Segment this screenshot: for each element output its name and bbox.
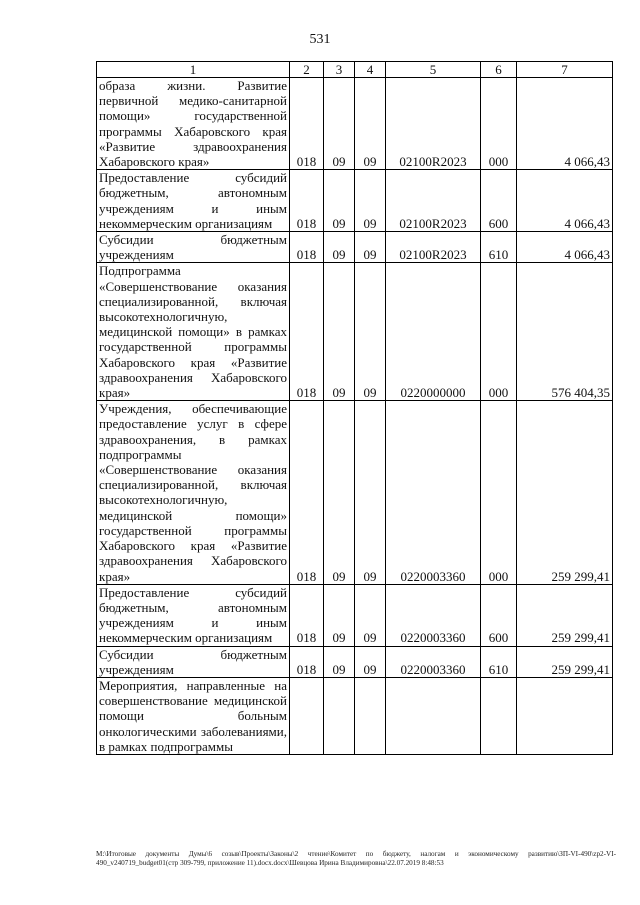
column-header: 6 xyxy=(481,62,517,78)
file-path-footer: М:\Итоговые документы Думы\6 созыв\Проекты\Законы\2 чтение\Комитет по бюджету, налогам и экономическому развитию\ЗП-VI-490\zp2-VI-490_v240719_budget01(стр 309-799, приложение 11).docx.docx\Шевцова Ирина Владимировна\22.07.2019 8:48:53 xyxy=(96,850,616,867)
cell-amount: 4 066,43 xyxy=(517,78,613,170)
cell-target-article: 0220003360 xyxy=(386,401,481,584)
page-number: 531 xyxy=(309,32,331,47)
table-row xyxy=(97,677,613,754)
row-description: Предоставление субсидий бюджетным, автономным учреждениям и иным некоммерческим организациям xyxy=(97,170,290,232)
row-description: Субсидии бюджетным учреждениям xyxy=(97,232,290,263)
table-row xyxy=(97,170,613,232)
table-row xyxy=(97,263,613,401)
cell-subsection: 09 xyxy=(355,78,386,170)
table-row xyxy=(97,401,613,584)
row-description: Предоставление субсидий бюджетным, автономным учреждениям и иным некоммерческим организациям xyxy=(97,584,290,646)
cell-subsection xyxy=(355,677,386,754)
cell-admin-code: 018 xyxy=(290,584,324,646)
cell-target-article: 0220003360 xyxy=(386,584,481,646)
cell-subsection: 09 xyxy=(355,401,386,584)
table-header-row xyxy=(97,62,613,78)
row-description: Подпрограмма «Совершенствование оказания специализированной, включая высокотехнологичную, медицинской помощи» в рамках государственной программы Хабаровского края «Развитие здравоохранения Хабаровского края» xyxy=(97,263,290,401)
cell-expense-type: 610 xyxy=(481,232,517,263)
cell-subsection: 09 xyxy=(355,232,386,263)
row-description: образа жизни. Развитие первичной медико-санитарной помощи» государственной программы Хабаровского края «Развитие здравоохранения Хабаровского края» xyxy=(97,78,290,170)
cell-amount: 259 299,41 xyxy=(517,646,613,677)
cell-section xyxy=(324,677,355,754)
cell-expense-type: 000 xyxy=(481,78,517,170)
cell-section: 09 xyxy=(324,263,355,401)
cell-admin-code: 018 xyxy=(290,646,324,677)
cell-subsection: 09 xyxy=(355,263,386,401)
cell-target-article: 0220003360 xyxy=(386,646,481,677)
cell-section: 09 xyxy=(324,232,355,263)
cell-target-article: 0220000000 xyxy=(386,263,481,401)
cell-amount: 576 404,35 xyxy=(517,263,613,401)
cell-expense-type xyxy=(481,677,517,754)
row-description: Мероприятия, направленные на совершенствование медицинской помощи больным онкологическими заболеваниями, в рамках подпрограммы xyxy=(97,677,290,754)
cell-amount: 4 066,43 xyxy=(517,232,613,263)
table-row xyxy=(97,78,613,170)
cell-admin-code: 018 xyxy=(290,263,324,401)
column-header: 3 xyxy=(324,62,355,78)
cell-expense-type: 600 xyxy=(481,584,517,646)
cell-section: 09 xyxy=(324,78,355,170)
cell-section: 09 xyxy=(324,584,355,646)
cell-target-article: 02100R2023 xyxy=(386,232,481,263)
column-header: 4 xyxy=(355,62,386,78)
row-description: Субсидии бюджетным учреждениям xyxy=(97,646,290,677)
table-row xyxy=(97,232,613,263)
column-header: 5 xyxy=(386,62,481,78)
cell-target-article: 02100R2023 xyxy=(386,170,481,232)
cell-target-article: 02100R2023 xyxy=(386,78,481,170)
cell-admin-code: 018 xyxy=(290,78,324,170)
cell-section: 09 xyxy=(324,646,355,677)
cell-admin-code: 018 xyxy=(290,170,324,232)
cell-amount: 259 299,41 xyxy=(517,401,613,584)
cell-amount: 259 299,41 xyxy=(517,584,613,646)
budget-table xyxy=(96,61,613,755)
cell-target-article xyxy=(386,677,481,754)
cell-expense-type: 610 xyxy=(481,646,517,677)
cell-subsection: 09 xyxy=(355,170,386,232)
column-header: 2 xyxy=(290,62,324,78)
cell-subsection: 09 xyxy=(355,646,386,677)
row-description: Учреждения, обеспечивающие предоставление услуг в сфере здравоохранения, в рамках подпрограммы «Совершенствование оказания специализированной, включая высокотехнологичную, медицинской помощи» государственной программы Хабаровского края «Развитие здравоохранения Хабаровского края» xyxy=(97,401,290,584)
cell-expense-type: 000 xyxy=(481,263,517,401)
table-row xyxy=(97,584,613,646)
cell-admin-code: 018 xyxy=(290,232,324,263)
cell-amount xyxy=(517,677,613,754)
cell-admin-code xyxy=(290,677,324,754)
cell-section: 09 xyxy=(324,170,355,232)
cell-subsection: 09 xyxy=(355,584,386,646)
cell-admin-code: 018 xyxy=(290,401,324,584)
table-row xyxy=(97,646,613,677)
cell-amount: 4 066,43 xyxy=(517,170,613,232)
cell-expense-type: 600 xyxy=(481,170,517,232)
column-header: 7 xyxy=(517,62,613,78)
column-header: 1 xyxy=(97,62,290,78)
cell-section: 09 xyxy=(324,401,355,584)
cell-expense-type: 000 xyxy=(481,401,517,584)
